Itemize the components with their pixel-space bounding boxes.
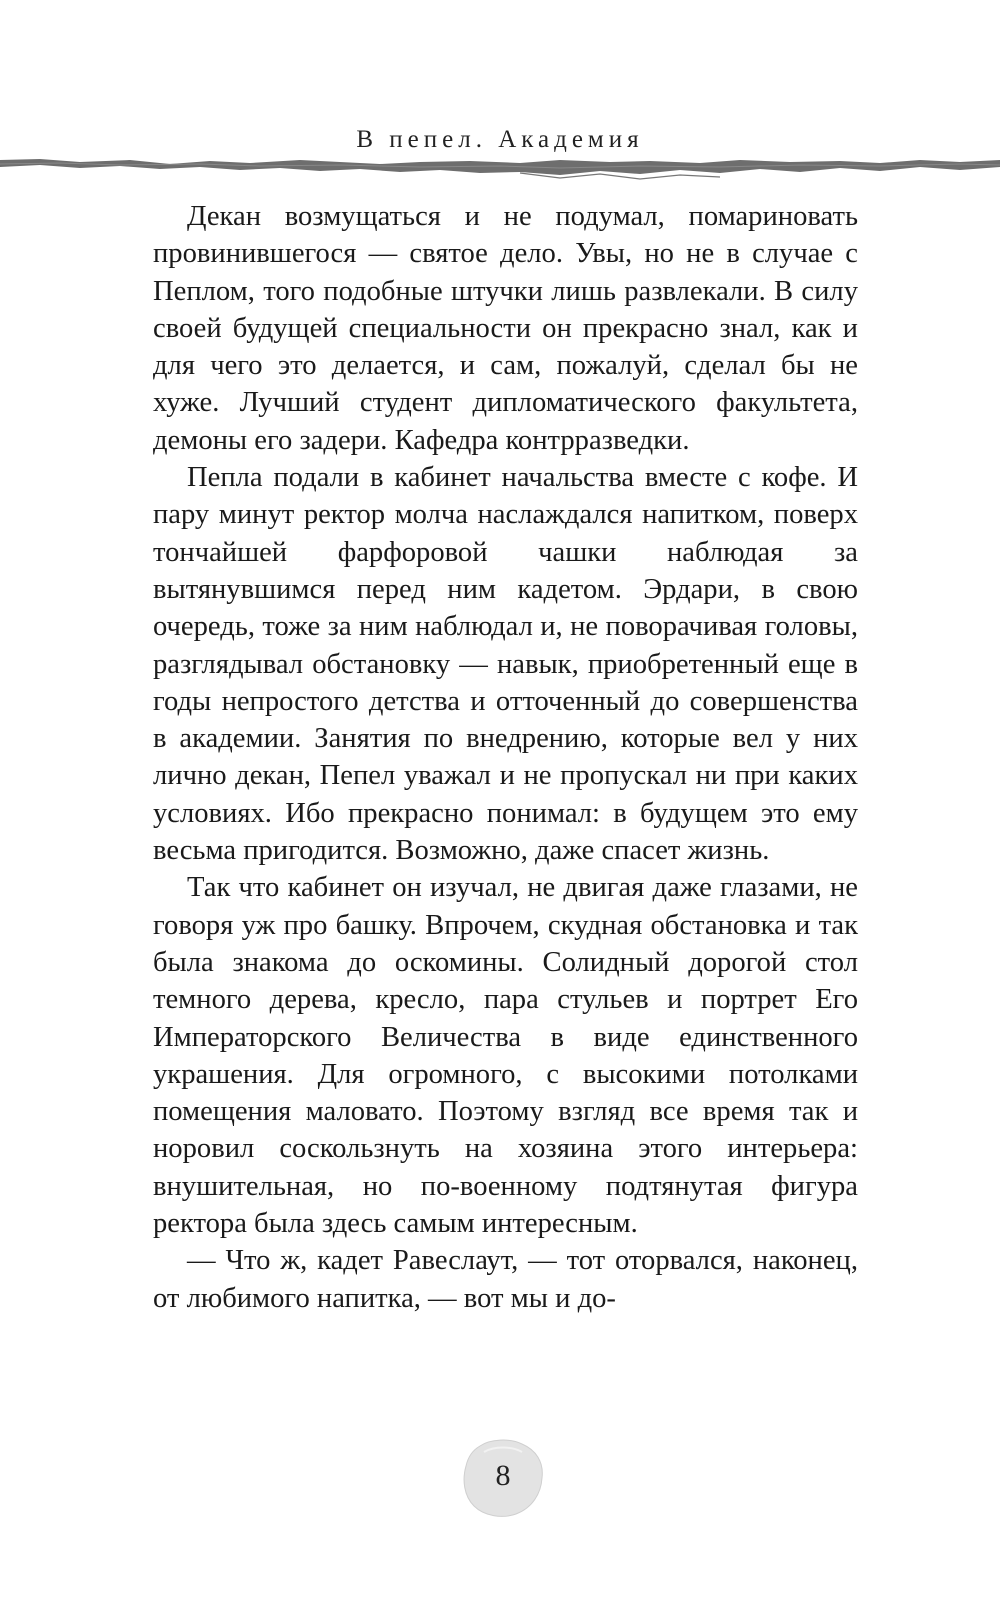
running-head-title: В пепел. Академия: [356, 126, 644, 153]
torn-paper-rule: [0, 150, 1000, 184]
page-number-badge: [458, 1436, 548, 1520]
paragraph-4: — Что ж, кадет Равеслаут, — тот оторвался, наконец, от любимого напитка, — вот мы и до-: [153, 1245, 858, 1314]
page-number: 8: [495, 1459, 511, 1492]
paragraph-1: Декан возмущаться и не подумал, помариновать провинившегося — святое дело. Увы, но не в случае с Пеплом, того подобные штучки лишь развлекали. В силу своей будущей специальности он прекрасно знал, как и для чего это делается, и сам, пожалуй, сделал бы не хуже. Лучший студент дипломатического факультета, демоны его задери. Кафедра контрразведки.: [153, 201, 858, 456]
paragraph-3: Так что кабинет он изучал, не двигая даже глазами, не говоря уж про башку. Впрочем, скудная обстановка и так была знакома до оскомины. Солидный дорогой стол темного дерева, кресло, пара стульев и портрет Его Императорского Величества в виде единственного украшения. Для огромного, с высокими потолками помещения маловато. Поэтому взгляд все время так и норовил соскользнуть на хозяина этого интерьера: внушительная, но по-военному подтянутая фигура ректора была здесь самым интересным.: [153, 872, 858, 1240]
paragraph-2: Пепла подали в кабинет начальства вместе с кофе. И пару минут ректор молча наслаждался напитком, поверх тончайшей фарфоровой чашки наблюдая за вытянувшимся перед ним кадетом. Эрдари, в свою очередь, тоже за ним наблюдал и, не поворачивая головы, разглядывал обстановку — навык, приобретенный еще в годы непростого детства и отточенный до совершенства в академии. Занятия по внедрению, которые вел у них лично декан, Пепел уважал и не пропускал ни при каких условиях. Ибо прекрасно понимал: в будущем это ему весьма пригодится. Возможно, даже спасет жизнь.: [153, 462, 858, 867]
body-text: [153, 198, 858, 1317]
